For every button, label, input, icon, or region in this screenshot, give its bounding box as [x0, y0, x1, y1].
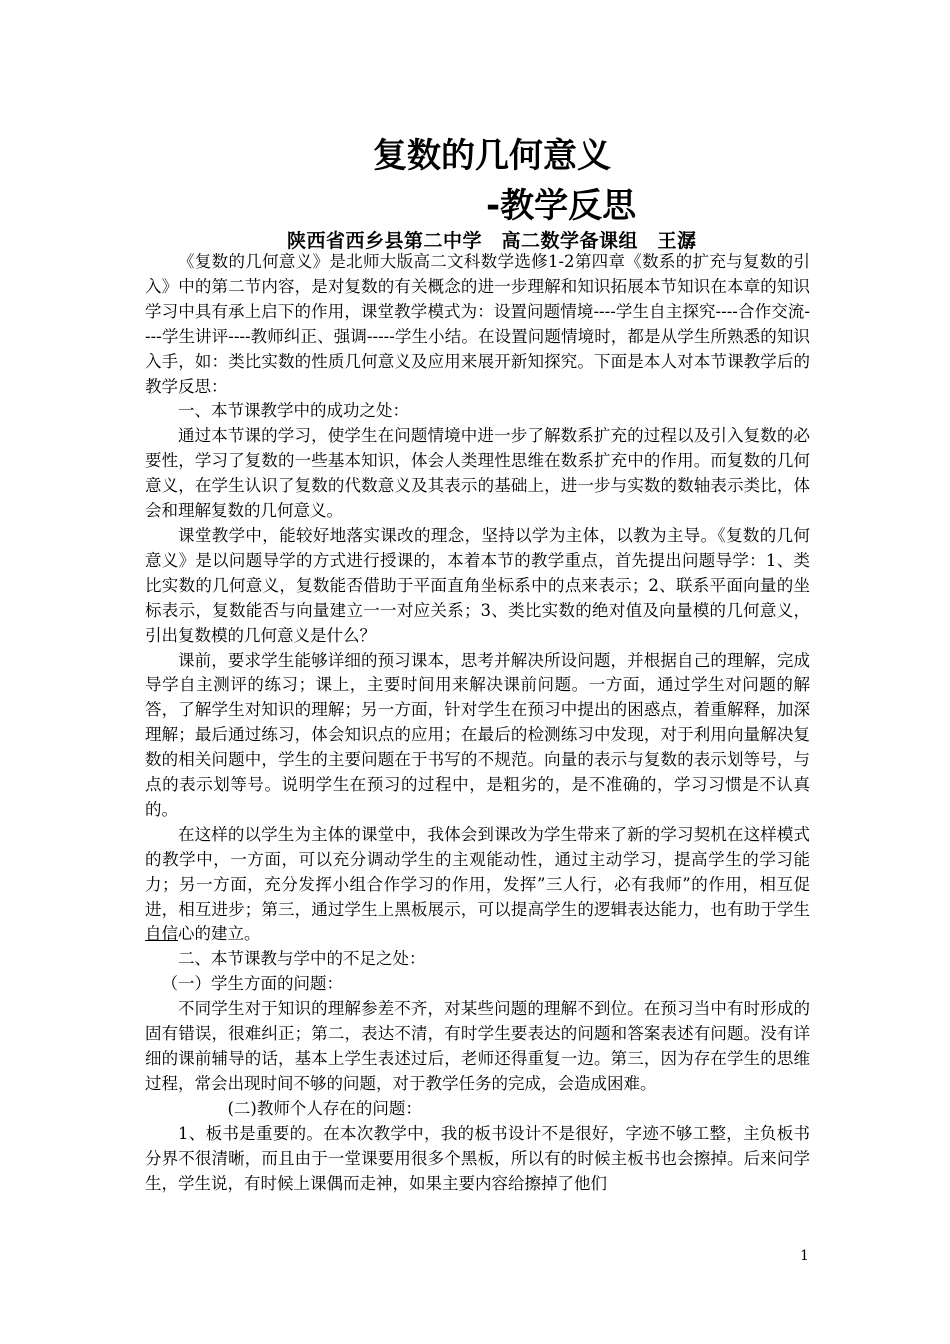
- paragraph-success-2: 课堂教学中，能较好地落实课改的理念，坚持以学为主体，以教为主导。《复数的几何意义》是以问题导学的方式进行授课的，本着本节的教学重点，首先提出问题导学：1、类比实数的几何意义，复数能否借助于平面直角坐标系中的点来表示；2、联系平面向量的坐标表示，复数能否与向量建立一一对应关系；3、类比实数的绝对值及向量模的几何意义，引出复数模的几何意义是什么？: [145, 525, 810, 645]
- paragraph-intro: 《复数的几何意义》是北师大版高二文科数学选修1-2第四章《数系的扩充与复数的引入》中的第二节内容，是对复数的有关概念的进一步理解和知识拓展本节知识在本章的知识学习中具有承上启下的作用，课堂教学模式为：设置问题情境----学生自主探究----合作交流----学生讲评----教师纠正、强调-----学生小结。在设置问题情境时，都是从学生所熟悉的知识入手，如：类比实数的性质几何意义及应用来展开新知探究。下面是本人对本节课教学后的教学反思：: [145, 252, 810, 396]
- author-line: 陕西省西乡县第二中学 高二数学备课组 王潺: [287, 230, 697, 252]
- paragraph-teacher-issues: 1、板书是重要的。在本次教学中，我的板书设计不是很好，字迹不够工整，主负板书分界不很清晰，而且由于一堂课要用很多个黑板，所以有的时候主板书也会擦掉。后来问学生，学生说，有时候上课偶而走神，如果主要内容给擦掉了他们: [145, 1123, 810, 1193]
- section-heading-shortcomings: 二、本节课教与学中的不足之处：: [178, 949, 426, 969]
- paragraph-success-1: 通过本节课的学习，使学生在问题情境中进一步了解数系扩充的过程以及引入复数的必要性，学习了复数的一些基本知识，体会人类理性思维在数系扩充中的作用。而复数的几何意义，在学生认识了复数的代数意义及其表示的基础上，进一步与实数的数轴表示类比，体会和理解复数的几何意义。: [145, 426, 810, 521]
- document-title: 复数的几何意义: [373, 136, 611, 176]
- underlined-word: 自信: [145, 924, 178, 944]
- paragraph-success-4: [145, 823, 810, 948]
- paragraph-success-3: 课前，要求学生能够详细的预习课本，思考并解决所设问题，并根据自己的理解，完成导学自主测评的练习；课上，主要时间用来解决课前问题。一方面，通过学生对问题的解答，了解学生对知识的理解；另一方面，针对学生在预习中提出的困惑点，着重解释，加深理解；最后通过练习，体会知识点的应用；在最后的检测练习中发现，对于利用向量解决复数的相关问题中，学生的主要问题在于书写的不规范。向量的表示与复数的表示划等号，与点的表示划等号。说明学生在预习的过程中，是粗劣的，是不准确的，学习习惯是不认真的。: [145, 650, 810, 819]
- sub-heading-students: （一）学生方面的问题：: [161, 974, 343, 994]
- document-subtitle: -教学反思: [486, 186, 637, 226]
- page-number: 1: [800, 1248, 809, 1264]
- section-heading-successes: 一、本节课教学中的成功之处：: [178, 401, 409, 421]
- sub-heading-teacher: (二)教师个人存在的问题：: [227, 1098, 422, 1118]
- paragraph-student-issues: 不同学生对于知识的理解参差不齐，对某些问题的理解不到位。在预习当中有时形成的固有错误，很难纠正；第二，表达不清，有时学生要表达的问题和答案表述有问题。没有详细的课前辅导的话，基本上学生表述过后，老师还得重复一边。第三，因为存在学生的思维过程，常会出现时间不够的问题，对于教学任务的完成，会造成困难。: [145, 999, 810, 1093]
- paragraph-text: 在这样的以学生为主体的课堂中，我体会到课改为学生带来了新的学习契机在这样模式的教学中，一方面，可以充分调动学生的主观能动性，通过主动学习，提高学生的学习能力；另一方面，充分发挥小组合作学习的作用，发挥”三人行，必有我师”的作用，相互促进，相互进步；第三，通过学生上黑板展示，可以提高学生的逻辑表达能力，也有助于学生: [145, 824, 810, 919]
- paragraph-text-end: 心的建立。: [178, 924, 261, 944]
- document-body: [145, 250, 810, 1196]
